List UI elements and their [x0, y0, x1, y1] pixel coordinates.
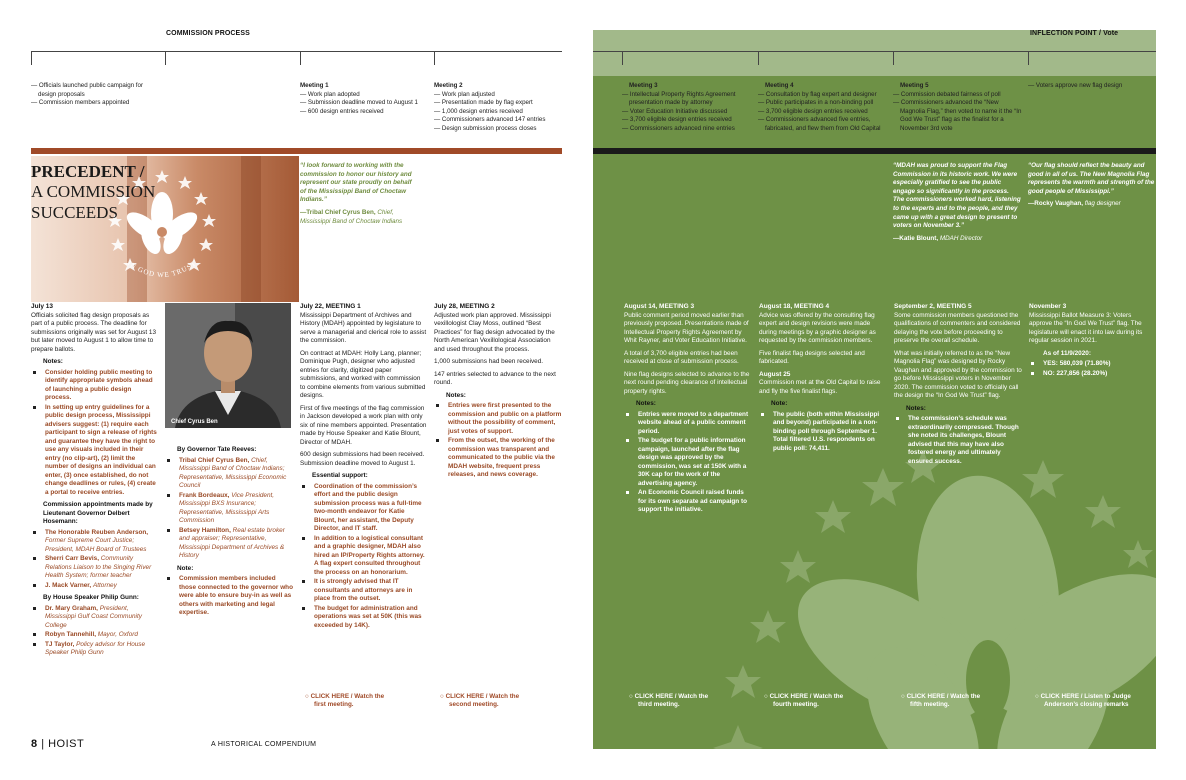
timeline-tick: [622, 51, 623, 65]
timeline-item: — 600 design entries received: [300, 108, 428, 117]
section-title-inflection-point: [1030, 30, 1118, 37]
appointee-role: Chief, Mississippi Band of Choctaw Indians; Representative, Mississippi Economic Council: [179, 456, 287, 489]
play-circle-icon: ○: [1035, 693, 1041, 700]
section-title-commission-process: COMMISSION PROCESS: [166, 30, 250, 37]
quote-katie-blount: [893, 162, 1021, 243]
note-label: Note:: [177, 564, 194, 572]
timeline-meeting-label: Meeting 4: [765, 82, 794, 89]
column-date: September 2, MEETING 5: [894, 303, 972, 310]
notes-label: Notes:: [43, 358, 63, 365]
timeline-line-right: [593, 51, 1156, 52]
cta-line: [1035, 693, 1156, 701]
quote-text: “Our flag should reflect the beauty and good in all of us. The New Magnolia Flag represents the warmth and strength of the good people of Mississippi.”: [1028, 162, 1155, 195]
column-date-2: August 25: [759, 370, 791, 378]
timeline-item: — Commissioners advanced nine entries: [622, 125, 752, 134]
timeline-col-1: [31, 82, 159, 108]
timeline-meeting-label: Meeting 1: [300, 82, 329, 89]
column-paragraph: Five finalist flag designs selected and fabricated.: [759, 349, 865, 365]
column-meeting-4: [759, 303, 887, 457]
column-november-3: [1029, 303, 1156, 382]
timeline-line-left: [31, 51, 562, 52]
play-circle-icon: ○: [305, 693, 311, 700]
timeline-item: — Voter Education Initiative discussed: [622, 108, 752, 117]
quote-name: —Rocky Vaughan,: [1028, 200, 1083, 208]
inflection-point-suffix: / Vote: [1098, 30, 1119, 37]
headline-line-1: PRECEDENT /: [31, 162, 145, 181]
cta-line: [305, 693, 430, 701]
appointee-name: J. Mack Varner,: [45, 581, 92, 589]
column-paragraph: Public comment period moved earlier than previously proposed. Presentations made of Intellectual Property Rights Agreement by Whit Rayner, and Voter Education Initiative.: [624, 311, 749, 344]
appointee-item: [165, 457, 293, 491]
star-icon: [1022, 460, 1064, 498]
photo-caption: Chief Cyrus Ben: [171, 419, 218, 425]
cta-text: CLICK HERE / Watch the: [310, 693, 385, 700]
timeline-item: — Commission members appointed: [31, 99, 159, 108]
magazine-brand: HOIST: [48, 738, 85, 750]
column-date: July 28, MEETING 2: [434, 303, 495, 310]
quote-attribution: [300, 209, 412, 226]
note-item: Commission members included those connected to the governor who were able to ensure buy-in as well as others with marketing and legal expertise.: [165, 575, 293, 618]
column-meeting-5: [894, 303, 1022, 470]
star-icon: [1123, 540, 1153, 568]
appointee-role: Community Relations Liaison to the Singing River Health System; former teacher: [45, 555, 152, 579]
headline-line-2: A COMMISSION: [31, 182, 156, 201]
note-label: Note:: [771, 400, 788, 407]
note-item: In setting up entry guidelines for a public design process, Mississippi advisers suggest: (1) require each participant to sign a release of rights and guarantee they have the right to use any visuals included in their entry (no clip-art), (2) limit the number of designs an individual can enter, (3) once established, do not change deadlines or rules, (4) create a portal to receive entries.: [31, 404, 158, 498]
column-paragraph: Some commission members questioned the qualifications of commenters and considered delaying the vote before proceeding to preserve the overall schedule.: [894, 311, 1021, 344]
timeline-item: — 3,700 eligible design entries received: [622, 116, 752, 125]
column-paragraph: Mississippi Ballot Measure 3: Voters approve the “In God We Trust” flag. The legislature will enact it into law during its regular session in 2021.: [1029, 311, 1143, 344]
column-governor-appointments: [165, 442, 293, 622]
cta-text: CLICK HERE / Watch the: [634, 693, 709, 700]
note-item: It is strongly advised that IT consultants and attorneys are in place from the outset.: [300, 578, 427, 604]
quote-role: flag designer: [1084, 200, 1121, 208]
timeline-item: — Commissioners advanced the “New Magnolia Flag,” then voted to name it the “In God We Trust” flag as the finalist for a November 3rd vote: [893, 99, 1023, 133]
quote-role: MDAH Director: [939, 234, 983, 242]
cta-line-2: third meeting.: [638, 701, 680, 709]
appointee-item: [31, 582, 158, 591]
support-label: Essential support:: [312, 472, 368, 479]
timeline-item: — 1,000 design entries received: [434, 108, 562, 117]
cta-text: CLICK HERE / Watch the: [445, 693, 520, 700]
column-paragraph: 600 design submissions had been received. Submission deadline moved to August 1.: [300, 451, 425, 467]
headline: [31, 162, 181, 223]
note-item: In addition to a logistical consultant and a graphic designer, MDAH also hired an IP/Property Rights attorney. A flag expert consulted throughout the process on an honorarium.: [300, 535, 427, 578]
timeline-item: — Officials launched public campaign for design proposals: [31, 82, 159, 99]
column-meeting-3: [624, 303, 752, 519]
cta-text: CLICK HERE / Watch the: [769, 693, 844, 700]
appointee-name: TJ Taylor,: [45, 640, 75, 648]
timeline-item: — Consultation by flag expert and designer: [758, 91, 888, 100]
timeline-tick: [300, 51, 301, 65]
cta-line: [440, 693, 560, 701]
timeline-item: — Submission deadline moved to August 1: [300, 99, 428, 108]
watch-third-meeting-link[interactable]: [629, 693, 749, 710]
timeline-item: — Commissioners advanced 147 entries: [434, 116, 562, 125]
play-circle-icon: ○: [440, 693, 446, 700]
quote-attribution: [1028, 200, 1156, 209]
cta-line-2: fifth meeting.: [910, 701, 950, 709]
appointee-name: Frank Bordeaux,: [179, 491, 230, 499]
timeline-item: — 3,700 eligible design entries received: [758, 108, 888, 117]
page-folio: [31, 738, 84, 750]
timeline-item: — Work plan adopted: [300, 91, 428, 100]
timeline-item: — Voters approve new flag design: [1028, 82, 1156, 91]
notes-label: Notes:: [446, 391, 466, 399]
column-meeting-2: [434, 303, 562, 484]
timeline-col-vote: [1028, 82, 1156, 91]
note-item: The budget for administration and operations was set at 50K (this was exceeded by 14K).: [300, 605, 427, 631]
timeline-tick: [165, 51, 166, 65]
quote-text: “I look forward to working with the commission to honor our history and represent our state proudly on behalf of the Mississippi Band of Choctaw Indians.”: [300, 162, 412, 204]
black-divider-band: [593, 148, 1156, 154]
photo-chief-cyrus-ben: [165, 303, 291, 428]
appointee-item: [31, 605, 158, 631]
column-date: July 22, MEETING 1: [300, 303, 361, 310]
cta-line: [764, 693, 884, 701]
timeline-item: — Work plan adjusted: [434, 91, 562, 100]
compass-star-icon: [713, 725, 763, 749]
star-icon: [750, 610, 786, 643]
column-paragraph: What was initially referred to as the “New Magnolia Flag” was designed by Rocky Vaughan and approved by the commission to go before Mississippi voters in November 2020. The commission voted to officially call the design the “In God We Trust” flag.: [894, 349, 1022, 399]
appointee-role: Former Supreme Court Justice; President, MDAH Board of Trustees: [45, 537, 147, 553]
timeline-tick: [31, 51, 32, 65]
seal-motto: IN GOD WE TRUST: [125, 259, 199, 280]
cta-line-2: second meeting.: [449, 701, 499, 709]
cta-text: CLICK HERE / Watch the: [906, 693, 981, 700]
column-paragraph: On contract at MDAH: Holly Lang, planner; Dominique Pugh, designer who adjusted entries for clarity, digitized paper submissions, and worked with commission to combine elements from various submitted designs.: [300, 349, 426, 399]
inflection-point-label: INFLECTION POINT: [1030, 30, 1097, 37]
play-circle-icon: ○: [629, 693, 635, 700]
page-number: 8: [31, 738, 38, 750]
quote-role: Chief, Mississippi Band of Choctaw Indians: [300, 208, 403, 225]
column-paragraph: 1,000 submissions had been received.: [434, 358, 544, 365]
note-item: Entries were first presented to the commission and public on a platform without the possibility of comment, just votes of support.: [434, 402, 562, 436]
timeline-meeting-label: Meeting 3: [629, 82, 658, 89]
watch-fourth-meeting-link[interactable]: [764, 693, 884, 710]
play-circle-icon: ○: [764, 693, 770, 700]
folio-divider: |: [41, 738, 49, 750]
timeline-meeting-label: Meeting 2: [434, 82, 463, 89]
cta-line: [901, 693, 1021, 701]
column-date: July 13: [31, 303, 54, 310]
rust-divider-band: [31, 148, 562, 154]
quote-rocky-vaughan: [1028, 162, 1156, 209]
cta-line-2: fourth meeting.: [773, 701, 819, 709]
appointee-item: [165, 527, 293, 561]
appointee-name: Dr. Mary Graham,: [45, 604, 98, 612]
appointee-item: [31, 555, 158, 581]
timeline-item: — Public participates in a non-binding poll: [758, 99, 888, 108]
column-july-13: [31, 303, 158, 662]
cta-line-2: Anderson’s closing remarks: [1044, 701, 1129, 709]
appointee-item: [31, 641, 158, 658]
notes-label: Notes:: [636, 400, 656, 407]
note-item: The public (both within Mississippi and beyond) participated in a non-binding poll through September 1. Total filtered U.S. respondents on public poll: 74,411.: [759, 411, 887, 454]
cta-text: CLICK HERE / Listen to Judge: [1040, 693, 1131, 700]
timeline-item: — Presentation made by flag expert: [434, 99, 562, 108]
timeline-tick: [893, 51, 894, 65]
column-body: Officials solicited flag design proposals as part of a public process. The deadline for submissions originally was set for August 13 but later moved to August 1 to allow time to prepare ballots.: [31, 311, 157, 353]
timeline-col-meeting-1: [300, 82, 428, 116]
appointee-role: Vice President, Mississippi BXS Insurance; Representative, Mississippi Arts Commission: [179, 491, 275, 524]
appointee-role: Policy advisor for House Speaker Philip Gunn: [45, 640, 146, 656]
note-item: From the outset, the working of the commission was transparent and communicated to the public via the MDAH website, frequent press releases, and news coverage.: [434, 437, 562, 480]
column-paragraph: First of five meetings of the flag commission in Jackson developed a work plan with only six of nine members appointed. Presentation made by House Speaker and Katie Blount, Director of MDAH.: [300, 404, 427, 446]
quote-text: “MDAH was proud to support the Flag Commission in its historic work. We were especially gratified to see the public engage so significantly in the process. The commissioners worked hard, listening to the experts and to the people, and they came up with a great design to present to voters on November 3.”: [893, 162, 1021, 230]
appointee-name: The Honorable Reuben Anderson,: [45, 528, 149, 536]
quote-cyrus-ben: [300, 162, 412, 226]
watch-fifth-meeting-link[interactable]: [901, 693, 1021, 710]
column-date: November 3: [1029, 303, 1067, 310]
column-paragraph: 147 entries selected to advance to the next round.: [434, 370, 556, 386]
vote-result: YES: 580,039 (71.80%): [1029, 360, 1156, 369]
timeline-col-meeting-2: [434, 82, 562, 134]
note-item: The commission’s schedule was extraordinarily compressed. Though she noted its challenges, Blount advised that this may have also fostered energy and ultimately ensured success.: [894, 415, 1022, 466]
timeline-tick: [434, 51, 435, 65]
column-date: August 14, MEETING 3: [624, 303, 695, 310]
star-icon: [1085, 495, 1121, 528]
timeline-item: — Commissioners advanced five entries, fabricated, and flew them from Old Capital: [758, 116, 888, 133]
governor-label: By Governor Tate Reeves:: [177, 446, 257, 453]
headline-line-3: SUCCEEDS: [31, 203, 118, 222]
timeline-tick: [1028, 51, 1029, 65]
column-paragraph: A total of 3,700 eligible entries had been received at close of submission process.: [624, 349, 739, 365]
note-item: Coordination of the commission’s effort and the public design submission process was a full-time two-month endeavor for Katie Blount, her assistant, the Deputy Director, and IT staff.: [300, 483, 427, 534]
column-meeting-1: [300, 303, 427, 634]
column-paragraph: Commission met at the Old Capital to raise and fly the five finalist flags.: [759, 379, 881, 395]
appointee-role: President, Mississippi Gulf Coast Community College: [45, 604, 142, 629]
column-paragraph: Nine flag designs selected to advance to the next round pending clearance of intellectual property rights.: [624, 370, 750, 395]
column-paragraph: Advice was offered by the consulting flag expert and design revisions were made during meetings by a graphic designer as requested by the commission members.: [759, 311, 876, 344]
note-item: Consider holding public meeting to identify appropriate symbols ahead of launching a public design process.: [31, 369, 158, 403]
appointee-name: Tribal Chief Cyrus Ben,: [179, 456, 250, 464]
quote-name: —Katie Blount,: [893, 234, 939, 242]
star-icon: [862, 468, 904, 506]
timeline-tick: [758, 51, 759, 65]
timeline-col-meeting-3: [622, 82, 752, 134]
timeline-meeting-label: Meeting 5: [900, 82, 929, 89]
appointee-item: [31, 529, 158, 555]
cta-line-2: first meeting.: [314, 701, 354, 709]
appointee-name: Sherri Carr Bevis,: [45, 555, 99, 562]
star-icon: [815, 500, 851, 533]
timeline-item: — Design submission process closes: [434, 125, 562, 134]
speaker-label: By House Speaker Philip Gunn:: [43, 594, 139, 601]
timeline-item: — Commission debated fairness of poll: [893, 91, 1023, 100]
magazine-subtitle: A HISTORICAL COMPENDIUM: [211, 741, 317, 748]
timeline-col-meeting-5: [893, 82, 1023, 134]
play-circle-icon: ○: [901, 693, 907, 700]
vote-result: NO: 227,856 (28.20%): [1029, 370, 1156, 379]
appointee-item: [165, 492, 293, 526]
results-as-of: As of 11/9/2020:: [1043, 349, 1091, 357]
column-paragraph: Adjusted work plan approved. Mississippi vexillologist Clay Moss, outlined “Best Practices” for flag design advocated by the North American Vexillological Association and used throughout the process.: [434, 311, 555, 353]
quote-attribution: [893, 235, 1021, 244]
appointee-name: Betsey Hamilton,: [179, 526, 231, 534]
note-item: Entries were moved to a department website ahead of a public comment period.: [624, 411, 752, 437]
appointee-item: [31, 631, 158, 640]
appointments-label: Commission appointments made by Lieutenant Governor Delbert Hosemann:: [43, 501, 153, 525]
timeline-item: — Intellectual Property Rights Agreement presentation made by attorney: [622, 91, 752, 108]
portrait-image: [165, 303, 291, 428]
column-paragraph: Mississippi Department of Archives and History (MDAH) appointed by legislature to serve a managerial and clerical role to assist the commission.: [300, 311, 427, 344]
notes-label: Notes:: [906, 404, 926, 412]
note-item: The budget for a public information campaign, launched after the flag design was approved by the commission, was set at 150K with a 30K cap for the work of the advertising agency.: [624, 437, 752, 488]
note-item: An Economic Council raised funds for its own separate ad campaign to support the initiative.: [624, 489, 752, 515]
appointee-role: Mayor, Oxford: [97, 631, 138, 638]
appointee-role: Real estate broker and appraiser; Representative, Mississippi Department of Archives & History: [179, 526, 285, 559]
watch-second-meeting-link[interactable]: [440, 693, 560, 710]
star-icon: [780, 550, 816, 583]
watch-first-meeting-link[interactable]: [305, 693, 430, 710]
svg-text:IN GOD WE TRUST: [126, 259, 198, 279]
appointee-name: Robyn Tannehill,: [45, 631, 97, 638]
quote-name: —Tribal Chief Cyrus Ben,: [300, 208, 376, 216]
appointee-role: Attorney: [92, 581, 117, 589]
timeline-col-meeting-4: [758, 82, 888, 134]
cta-line: [629, 693, 749, 701]
column-date: August 18, MEETING 4: [759, 303, 830, 310]
listen-closing-remarks-link[interactable]: [1035, 693, 1156, 710]
